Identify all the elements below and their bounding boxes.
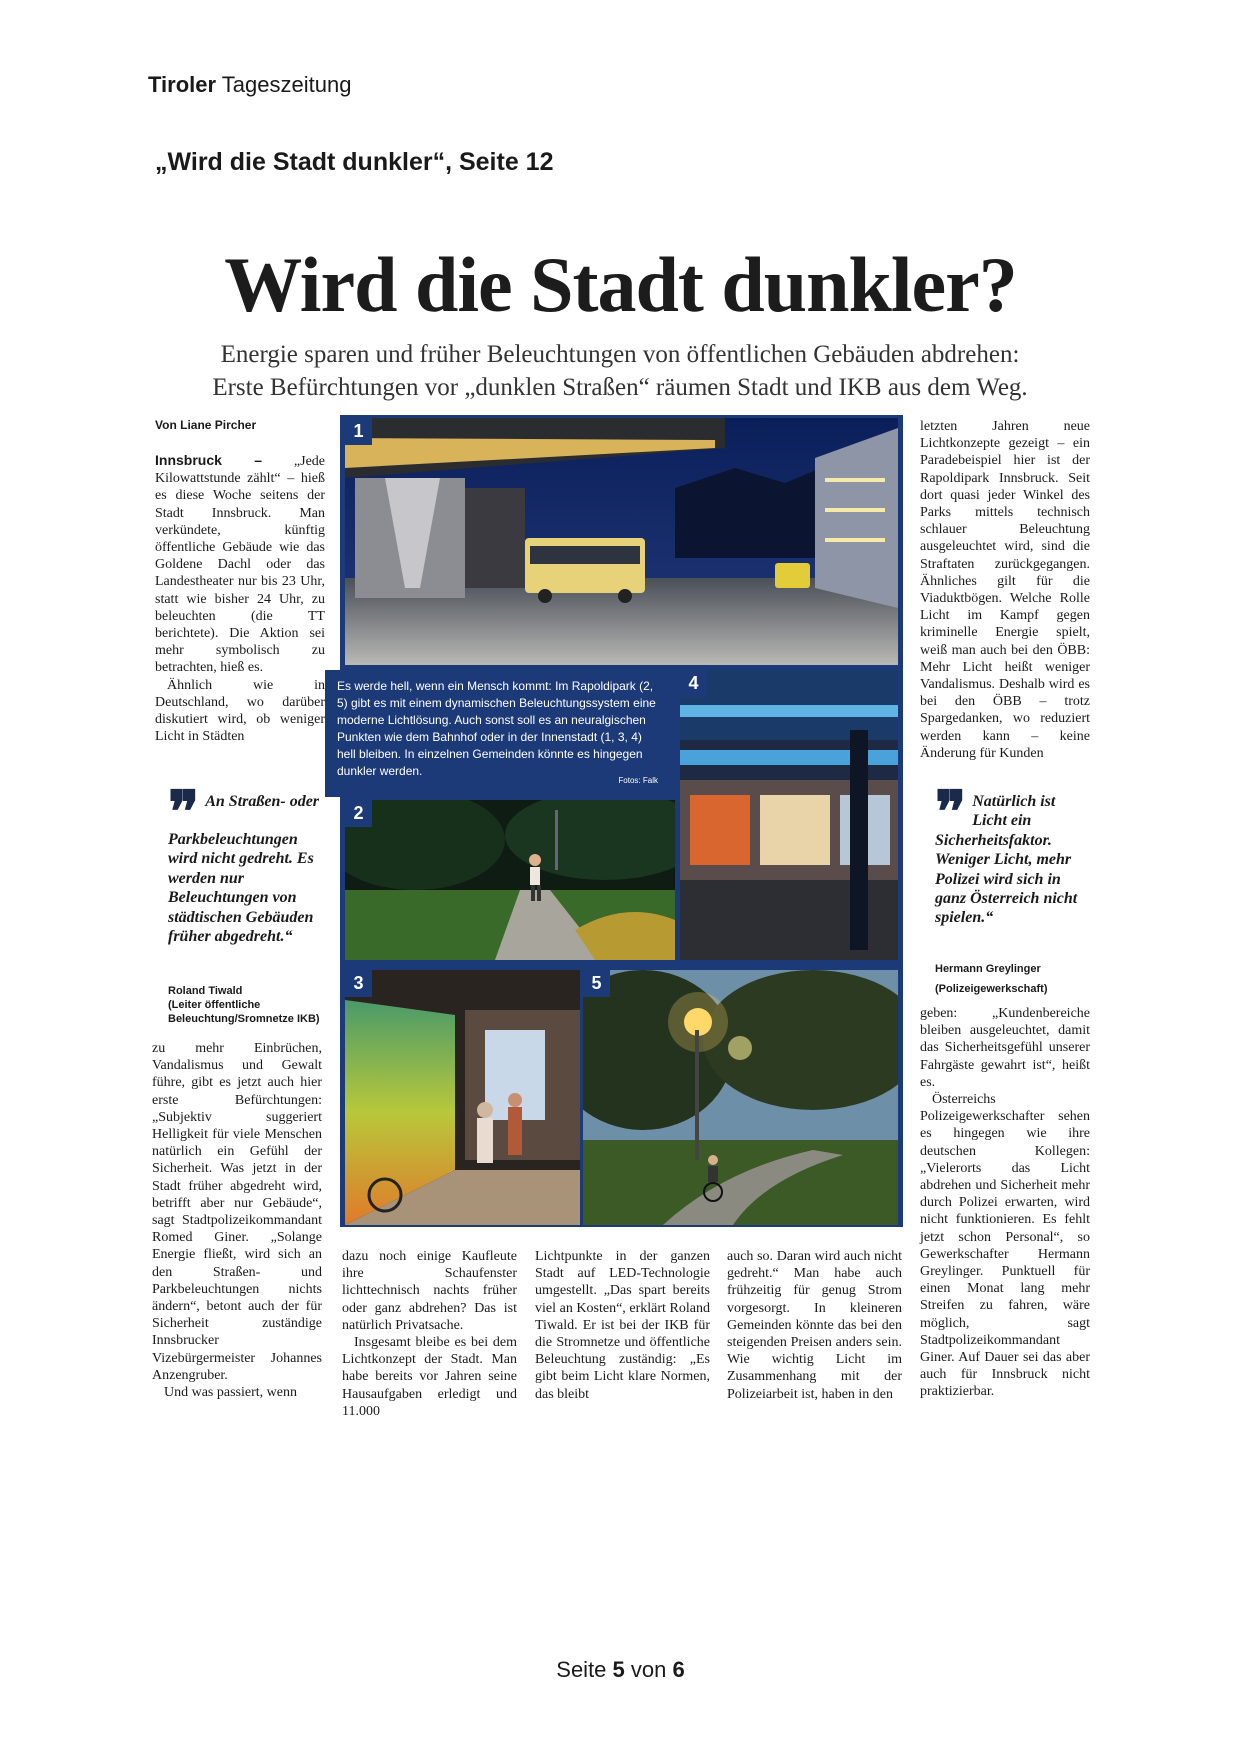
photo-number-badge: 4 [680, 670, 707, 697]
quote-text-block [935, 780, 1093, 928]
train-station-image [680, 670, 898, 960]
column-4 [727, 1248, 902, 1403]
quote-text-block [168, 780, 326, 946]
photo-number-badge: 2 [345, 800, 372, 827]
paragraph [155, 452, 325, 677]
photo-credit: Fotos: Falk [618, 776, 658, 785]
paragraph: Insgesamt bleibe es bei dem Lichtkonzept der Stadt. Man habe bereits vor Jahren seine Hausaufgaben erledigt und 11.000 [342, 1335, 517, 1419]
column-3 [535, 1248, 710, 1403]
photo-4-train-station [680, 670, 898, 960]
paragraph: Lichtpunkte in der ganzen Stadt auf LED-Technologie umgestellt. „Das spart bereits viel an Kosten“, erklärt Roland Tiwald. Er ist bei der IKB für die Stromnetze und öffentliche Beleuchtung zuständig: „Es gibt beim Licht klare Normen, das bleibt [535, 1249, 710, 1402]
quote-author-role: (Polizeigewerkschaft) [935, 982, 1048, 995]
page-current: 5 [612, 1657, 625, 1682]
page-total: 6 [672, 1657, 685, 1682]
paragraph-text: „Jede Kilowattstunde zählt“ – hieß es diese Woche seitens der Stadt Innsbruck. Man verkündete, künftig öffentliche Gebäude wie das Goldene Dachl oder das Landestheater nur bis 23 Uhr, statt wie bisher 24 Uhr, zu beleuchten (die TT berichtete). Die Aktion sei mehr symbolisch zu betrachten, hieß es. [155, 454, 325, 676]
paragraph: Und was passiert, wenn [164, 1385, 297, 1401]
quote-mark-icon: ❞ [935, 780, 967, 845]
quote-author-role: (Leiter öffentliche Beleuchtung/Sromnetze IKB) [168, 999, 320, 1026]
brand-rest: Tageszeitung [216, 72, 352, 97]
underpass-image [345, 970, 580, 1225]
pull-quote-1 [168, 780, 326, 1026]
pull-quote-2 [935, 780, 1093, 996]
column-1-upper [155, 452, 325, 745]
headline: Wird die Stadt dunkler? [224, 241, 1017, 328]
photo-5-park-cyclist [583, 970, 898, 1225]
quote-text: An Straßen- oder Parkbeleuchtungen wird nicht gedreht. Es werden nur Beleuchtungen von städtischen Gebäuden früher abgedreht.“ [168, 793, 320, 946]
photo-number-badge: 1 [345, 418, 372, 445]
photo-3-underpass [345, 970, 580, 1225]
dateline: Innsbruck – [155, 452, 262, 468]
photo-number-badge: 5 [583, 970, 610, 997]
quote-text: Natürlich ist Licht ein Sicherheitsfaktor. Weniger Licht, mehr Polizei wird sich in ganz Österreich nicht spielen.“ [935, 793, 1078, 927]
author-byline: Von Liane Pircher [155, 418, 257, 432]
article-reference: „Wird die Stadt dunkler“, Seite 12 [155, 148, 554, 176]
paragraph: Ähnlich wie in Deutschland, wo darüber diskutiert wird, ob weniger Licht in Städten [155, 677, 325, 745]
park-runner-image [345, 800, 675, 960]
page-prefix: Seite [556, 1657, 613, 1682]
photo-number-badge: 3 [345, 970, 372, 997]
publication-brand [148, 72, 351, 98]
photo-caption [325, 670, 670, 797]
paragraph: geben: „Kundenbereiche bleiben ausgeleuchtet, damit das Sicherheitsgefühl unserer Fahrgäste gewahrt ist“, heißt es. [920, 1006, 1090, 1090]
column-1-lower [152, 1040, 322, 1401]
column-2 [342, 1248, 517, 1420]
photo-1-bus-station [345, 418, 898, 665]
subheadline [100, 338, 1140, 404]
column-5-lower [920, 1005, 1090, 1401]
paragraph: zu mehr Einbrüchen, Vandalismus und Gewalt führe, gibt es jetzt auch hier erste Befürchtungen: „Subjektiv suggeriert Helligkeit für viele Menschen natürlich ein Gefühl der Sicherheit. Was jetzt in der Stadt früher abgedreht wird, betrifft aber nur Gebäude“, sagt Stadtpolizeikommandant Romed Giner. „Solange Energie fließt, wird sich an den Straßen- und Parkbeleuchtungen nichts ändern“, betont auch der für Sicherheit zuständige Innsbrucker Vizebürgermeister Johannes Anzengruber. [152, 1041, 322, 1383]
page-number [0, 1657, 1241, 1683]
column-5-upper [920, 418, 1090, 762]
subheadline-line-1: Energie sparen und früher Beleuchtungen von öffentlichen Gebäuden abdrehen: [220, 341, 1020, 368]
subheadline-line-2: Erste Befürchtungen vor „dunklen Straßen“ räumen Stadt und IKB aus dem Weg. [212, 374, 1028, 401]
brand-bold: Tiroler [148, 72, 217, 97]
caption-text: Es werde hell, wenn ein Mensch kommt: Im Rapoldipark (2, 5) gibt es mit einem dynamischen Beleuchtungssystem eine moderne Lichtlösung. Auch sonst soll es an neuralgischen Punkten wie dem Bahnhof oder in der Innenstadt (1, 3, 4) hell bleiben. In einzelnen Gemeinden könnte es hingegen dunkler werden. [337, 679, 656, 778]
quote-mark-icon: ❞ [168, 780, 200, 845]
paragraph: auch so. Daran wird auch nicht gedreht.“ Man habe auch frühzeitig für genug Strom vorgesorgt. In kleineren Gemeinden könnte das bei den steigenden Preisen anders sein. Wie wichtig Licht im Zusammenhang mit der Polizeiarbeit ist, haben in den [727, 1249, 902, 1402]
paragraph: letzten Jahren neue Lichtkonzepte gezeigt – ein Paradebeispiel hier ist der Rapoldipark Innsbruck. Seit dort quasi jeder Winkel des Parks mittels technisch schlauer Beleuchtung ausgeleuchtet wird, sind die Straftaten zurückgegangen. Ähnliches gilt für die Viaduktbögen. Welche Rolle Licht im Kampf gegen kriminelle Energie spielt, weiß man auch bei den ÖBB: Mehr Licht heißt weniger Vandalismus. Deshalb wird es bei den ÖBB – trotz Spargedanken, wo reduziert werden kann – keine Änderung für Kunden [920, 419, 1090, 761]
quote-author: Roland Tiwald [168, 985, 243, 998]
quote-author: Hermann Greylinger [935, 962, 1041, 975]
paragraph: Österreichs Polizeigewerkschafter sehen es hingegen wie ihre deutschen Kollegen: „Vielerorts das Licht abdrehen und Sicherheit mehr durch Polizei erwarten, wird nicht funktionieren. Es fehlt jetzt schon Personal“, so Gewerkschafter Hermann Greylinger. Punktuell für einen Monat lang mehr Streifen zu fahren, wäre möglich, sagt Stadtpolizeikommandant Giner. Auf Dauer sei das aber auch für Innsbruck nicht praktizierbar. [920, 1092, 1090, 1400]
page-middle: von [624, 1657, 673, 1682]
park-cyclist-image [583, 970, 898, 1225]
photo-2-park-runner [345, 800, 675, 960]
bus-station-image [345, 418, 898, 665]
paragraph: dazu noch einige Kaufleute ihre Schaufenster lichttechnisch nachts früher oder ganz abdrehen? Das ist natürlich Privatsache. [342, 1249, 517, 1333]
